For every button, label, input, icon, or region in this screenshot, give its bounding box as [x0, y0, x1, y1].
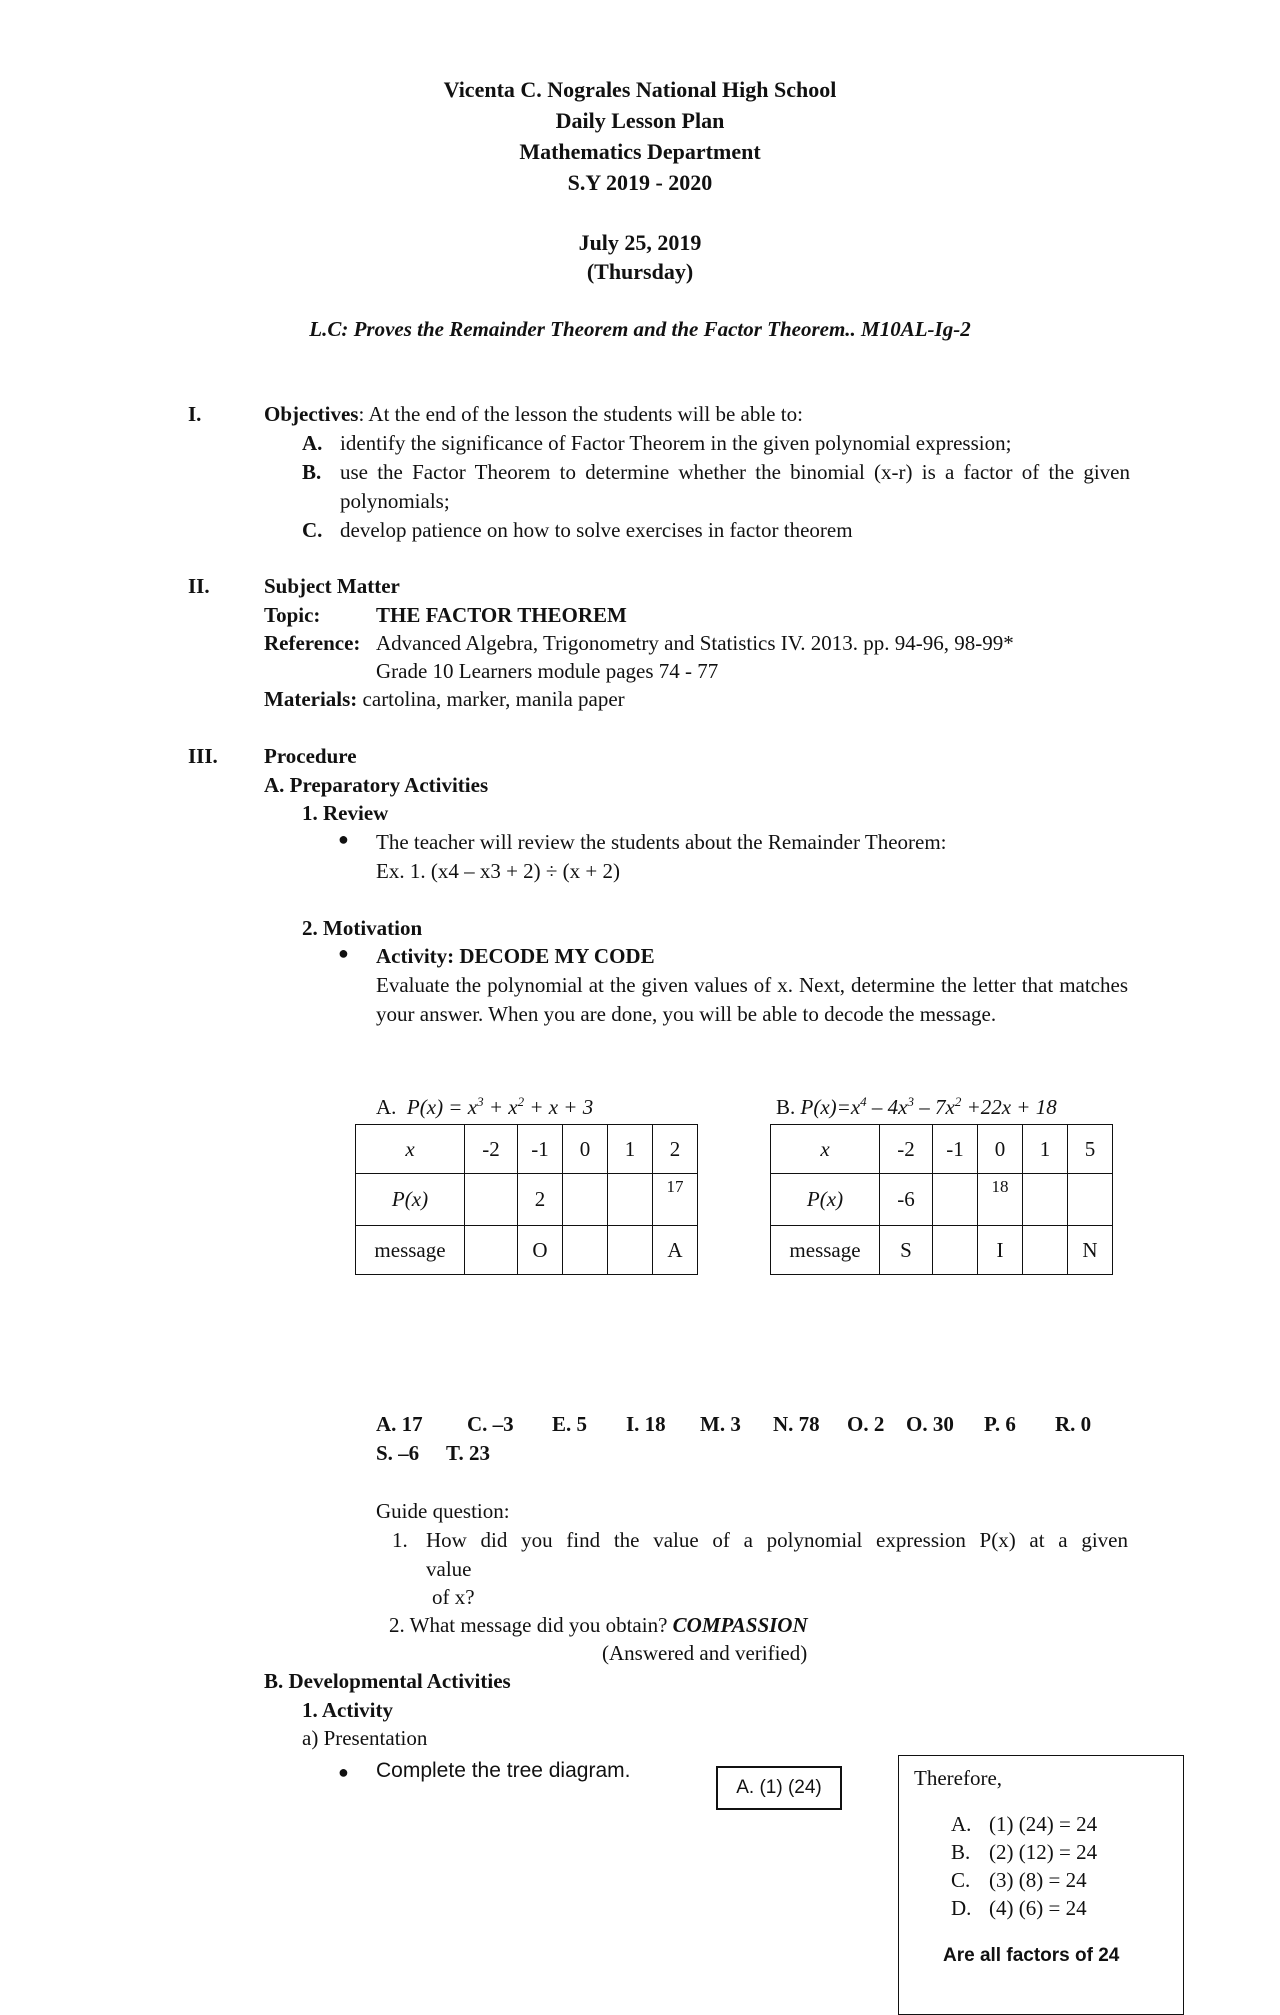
subject-heading: Subject Matter	[264, 574, 400, 598]
answer-key-item: M. 3	[700, 1412, 741, 1436]
objective-text: identify the significance of Factor Theorem in the given polynomial expression;	[340, 431, 1012, 455]
presentation-heading: a) Presentation	[302, 1726, 428, 1750]
guide-q2-answer: COMPASSION	[672, 1613, 808, 1637]
section-num-objectives: I.	[188, 402, 202, 426]
answer-key-item: A. 17	[376, 1412, 423, 1436]
objective-letter: C.	[302, 518, 323, 542]
table-cell: 17	[653, 1174, 698, 1226]
table-cell: -2	[465, 1125, 518, 1174]
answer-key-item: E. 5	[552, 1412, 588, 1436]
table-cell	[933, 1226, 978, 1275]
topic-value: THE FACTOR THEOREM	[376, 603, 627, 627]
section-num-subject: II.	[188, 574, 210, 598]
answer-key-item: P. 6	[984, 1412, 1016, 1436]
table-cell: 5	[1068, 1125, 1113, 1174]
guide-q1-num: 1.	[392, 1528, 408, 1552]
caption-fn: P(x) = x	[406, 1095, 478, 1119]
table-cell: -2	[880, 1125, 933, 1174]
guide-q2	[389, 1611, 808, 1640]
row-label: message	[771, 1226, 880, 1275]
guide-q1-cont: of x?	[432, 1585, 475, 1609]
lesson-day: (Thursday)	[586, 259, 694, 284]
table-a	[355, 1124, 698, 1275]
lesson-date: July 25, 2019	[578, 230, 702, 255]
table-b-caption	[776, 1087, 1057, 1122]
table-cell: 1	[608, 1125, 653, 1174]
answer-key-item: N. 78	[773, 1412, 820, 1436]
factor-pair: (4) (6) = 24	[989, 1896, 1087, 1920]
table-cell: S	[880, 1226, 933, 1275]
row-label: x	[356, 1125, 465, 1174]
table-cell	[1068, 1174, 1113, 1226]
school-name: Vicenta C. Nograles National High School	[443, 77, 837, 102]
activity-title: Activity: DECODE MY CODE	[376, 944, 655, 968]
cut-off-text: Are all factors of 24	[943, 1945, 1120, 1966]
objective-text: use the Factor Theorem to determine whether the binomial (x-r) is a factor of the given polynomials;	[340, 460, 1130, 513]
bullet-icon: ●	[338, 1762, 349, 1782]
caption-exp: 3	[477, 1094, 484, 1109]
objective-letter: B.	[302, 460, 322, 484]
preparatory-heading: A. Preparatory Activities	[264, 773, 489, 797]
topic-label: Topic:	[264, 603, 321, 627]
answer-key-item: I. 18	[626, 1412, 666, 1436]
table-cell: 1	[1023, 1125, 1068, 1174]
table-cell	[1023, 1226, 1068, 1275]
table-row	[771, 1174, 1113, 1226]
factor-letter: D.	[951, 1896, 972, 1920]
procedure-heading: Procedure	[264, 744, 357, 768]
caption-letter: A.	[376, 1095, 397, 1119]
therefore-box	[898, 1755, 1184, 2015]
table-b	[770, 1124, 1113, 1275]
answer-key-item: O. 30	[906, 1412, 954, 1436]
caption-p4: +22x + 18	[961, 1095, 1057, 1119]
table-cell: 18	[978, 1174, 1023, 1226]
materials-line	[264, 685, 625, 714]
table-row	[356, 1174, 698, 1226]
answer-key-item: R. 0	[1055, 1412, 1092, 1436]
factor-letter: A.	[951, 1812, 972, 1836]
table-cell: N	[1068, 1226, 1113, 1275]
table-cell	[563, 1226, 608, 1275]
caption-p1: P(x)=x	[800, 1095, 861, 1119]
guide-label: Guide question:	[376, 1499, 510, 1523]
table-row	[771, 1125, 1113, 1174]
caption-p3: – 7x	[913, 1095, 955, 1119]
caption-letter: B.	[776, 1095, 796, 1119]
reference-2: Grade 10 Learners module pages 74 - 77	[376, 659, 719, 683]
table-cell: A	[653, 1226, 698, 1275]
tree-diagram-instruction: Complete the tree diagram.	[376, 1759, 631, 1782]
objectives-label: Objectives	[264, 402, 359, 426]
table-cell: I	[978, 1226, 1023, 1275]
guide-q2-text: 2. What message did you obtain?	[389, 1613, 668, 1637]
table-cell: 0	[563, 1125, 608, 1174]
bullet-icon: ●	[338, 943, 349, 963]
table-row	[356, 1125, 698, 1174]
table-cell: 0	[978, 1125, 1023, 1174]
objectives-intro: : At the end of the lesson the students will be able to:	[358, 402, 803, 426]
tree-node-box: A. (1) (24)	[716, 1766, 842, 1810]
factor-letter: C.	[951, 1868, 971, 1892]
answer-key-item: O. 2	[847, 1412, 885, 1436]
table-cell: -6	[880, 1174, 933, 1226]
section-num-procedure: III.	[188, 744, 218, 768]
therefore-label: Therefore,	[914, 1766, 1003, 1790]
guide-q1: How did you find the value of a polynomial expression P(x) at a given	[426, 1528, 1128, 1552]
materials-label: Materials:	[264, 687, 358, 711]
developmental-heading: B. Developmental Activities	[264, 1669, 511, 1693]
answer-key-item: T. 23	[446, 1441, 490, 1465]
review-text: The teacher will review the students about the Remainder Theorem:	[376, 830, 947, 854]
table-cell: -1	[518, 1125, 563, 1174]
table-cell	[608, 1174, 653, 1226]
factor-letter: B.	[951, 1840, 971, 1864]
caption-exp: 2	[954, 1094, 962, 1109]
activity-instructions: Evaluate the polynomial at the given values of x. Next, determine the letter that matches your answer. When you are done, you will be able to decode the message.	[376, 973, 1128, 1026]
guide-q1-cont: value	[426, 1557, 472, 1581]
school-year: S.Y 2019 - 2020	[567, 170, 713, 195]
activity-heading: 1. Activity	[302, 1698, 393, 1722]
factor-pair: (1) (24) = 24	[989, 1812, 1098, 1836]
table-cell	[933, 1174, 978, 1226]
materials-value: cartolina, marker, manila paper	[362, 687, 625, 711]
objective-text: develop patience on how to solve exercises in factor theorem	[340, 518, 853, 542]
row-label: P(x)	[771, 1174, 880, 1226]
answered-verified: (Answered and verified)	[602, 1641, 808, 1665]
caption-exp: 4	[860, 1094, 867, 1109]
table-cell: 2	[518, 1174, 563, 1226]
table-cell: -1	[933, 1125, 978, 1174]
table-cell: O	[518, 1226, 563, 1275]
bullet-icon: ●	[338, 829, 349, 849]
table-cell	[608, 1226, 653, 1275]
objectives-heading	[264, 400, 803, 429]
review-example: Ex. 1. (x4 – x3 + 2) ÷ (x + 2)	[376, 859, 621, 883]
table-cell: 2	[653, 1125, 698, 1174]
objective-letter: A.	[302, 431, 323, 455]
row-label: P(x)	[356, 1174, 465, 1226]
table-row	[771, 1226, 1113, 1275]
review-heading: 1. Review	[302, 801, 389, 825]
caption-exp: 2	[517, 1094, 525, 1109]
caption-exp: 3	[907, 1094, 914, 1109]
reference-1: Advanced Algebra, Trigonometry and Statistics IV. 2013. pp. 94-96, 98-99*	[376, 631, 1014, 655]
table-cell	[1023, 1174, 1068, 1226]
answer-key-item: C. –3	[467, 1412, 514, 1436]
plan-title: Daily Lesson Plan	[555, 108, 725, 133]
caption-p2: – 4x	[866, 1095, 908, 1119]
table-cell	[563, 1174, 608, 1226]
learning-competency: L.C: Proves the Remainder Theorem and the Factor Theorem.. M10AL-Ig-2	[309, 317, 971, 341]
factor-pair: (2) (12) = 24	[989, 1840, 1098, 1864]
caption-end: + x + 3	[524, 1095, 594, 1119]
motivation-heading: 2. Motivation	[302, 916, 423, 940]
table-cell	[465, 1174, 518, 1226]
table-cell	[465, 1226, 518, 1275]
caption-mid: + x	[483, 1095, 518, 1119]
row-label: x	[771, 1125, 880, 1174]
table-a-caption	[376, 1087, 593, 1122]
answer-key-item: S. –6	[376, 1441, 420, 1465]
reference-label: Reference:	[264, 631, 361, 655]
row-label: message	[356, 1226, 465, 1275]
table-row	[356, 1226, 698, 1275]
department: Mathematics Department	[519, 139, 761, 164]
factor-pair: (3) (8) = 24	[989, 1868, 1087, 1892]
